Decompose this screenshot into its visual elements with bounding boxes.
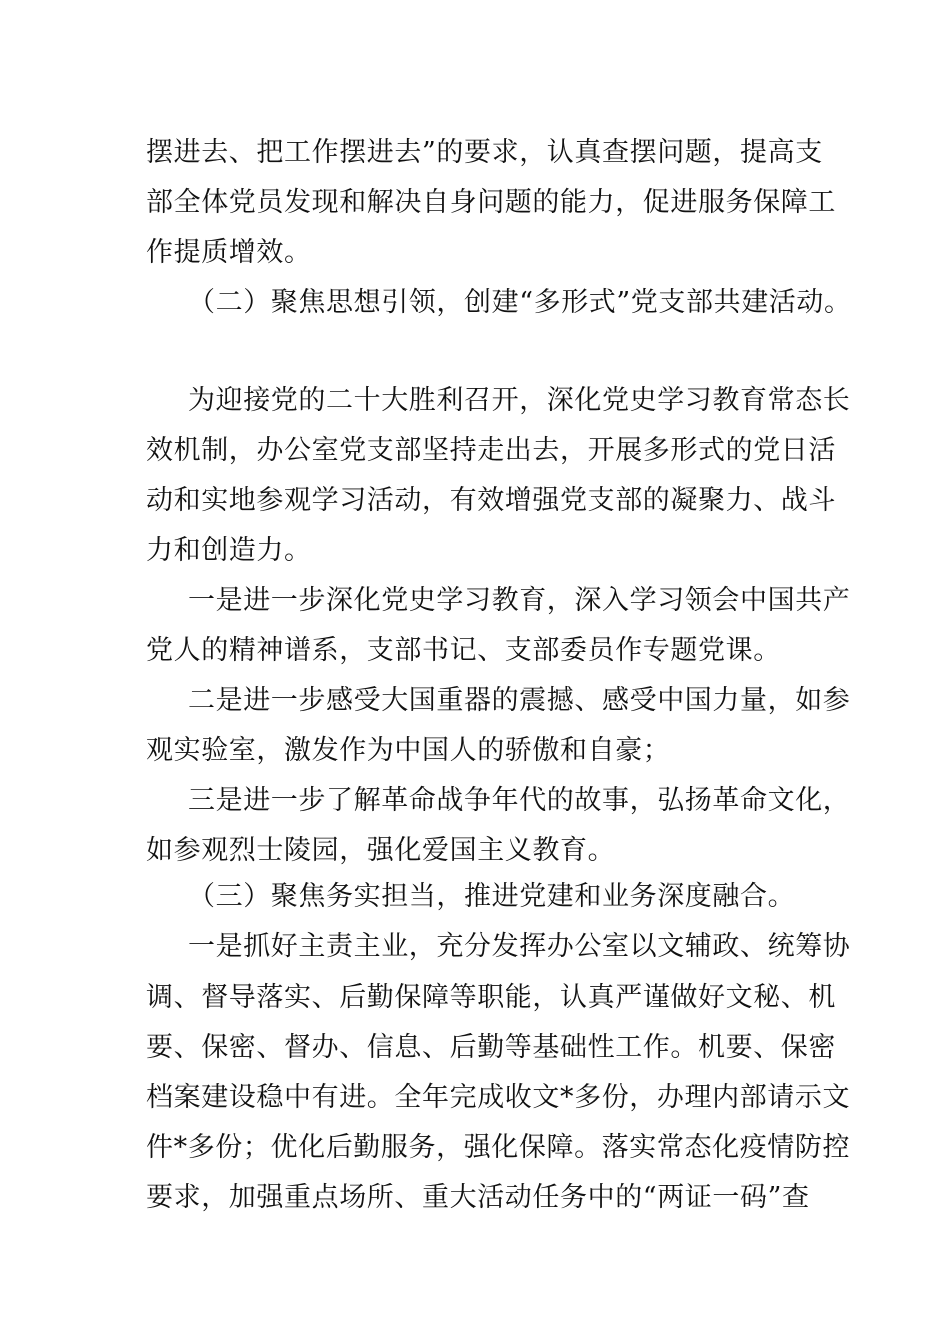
paragraph-line: 部全体党员发现和解决自身问题的能力，促进服务保障工 [146,187,836,218]
paragraph-line: 三是进一步了解革命战争年代的故事，弘扬革命文化， [188,785,851,816]
paragraph-line: 要、保密、督办、信息、后勤等基础性工作。机要、保密 [146,1032,836,1063]
paragraph-line: 摆进去、把工作摆进去”的要求，认真查摆问题，提高支 [146,137,823,168]
section-heading: （二）聚焦思想引领，创建“多形式”党支部共建活动。 [188,287,852,318]
paragraph-line: 为迎接党的二十大胜利召开，深化党史学习教育常态长 [188,385,851,416]
paragraph-line: 观实验室，激发作为中国人的骄傲和自豪； [146,735,671,766]
paragraph-line: 党人的精神谱系，支部书记、支部委员作专题党课。 [146,635,781,666]
paragraph-line: 力和创造力。 [146,535,312,566]
paragraph-line: 件*多份；优化后勤服务，强化保障。落实常态化疫情防控 [146,1132,851,1163]
paragraph-line: 效机制，办公室党支部坚持走出去，开展多形式的党日活 [146,435,836,466]
paragraph-line: 二是进一步感受大国重器的震撼、感受中国力量，如参 [188,685,851,716]
paragraph-line: 调、督导落实、后勤保障等职能，认真严谨做好文秘、机 [146,982,836,1013]
paragraph-line: 档案建设稳中有进。全年完成收文*多份，办理内部请示文 [146,1082,851,1113]
paragraph-line: 要求，加强重点场所、重大活动任务中的“两证一码”查 [146,1182,810,1213]
section-heading: （三）聚焦务实担当，推进党建和业务深度融合。 [188,881,796,912]
paragraph-line: 动和实地参观学习活动，有效增强党支部的凝聚力、战斗 [146,485,836,516]
paragraph-line: 一是抓好主责主业，充分发挥办公室以文辅政、统筹协 [188,931,851,962]
paragraph-line: 作提质增效。 [146,237,312,268]
paragraph-line: 如参观烈士陵园，强化爱国主义教育。 [146,835,616,866]
paragraph-line: 一是进一步深化党史学习教育，深入学习领会中国共产 [188,585,851,616]
